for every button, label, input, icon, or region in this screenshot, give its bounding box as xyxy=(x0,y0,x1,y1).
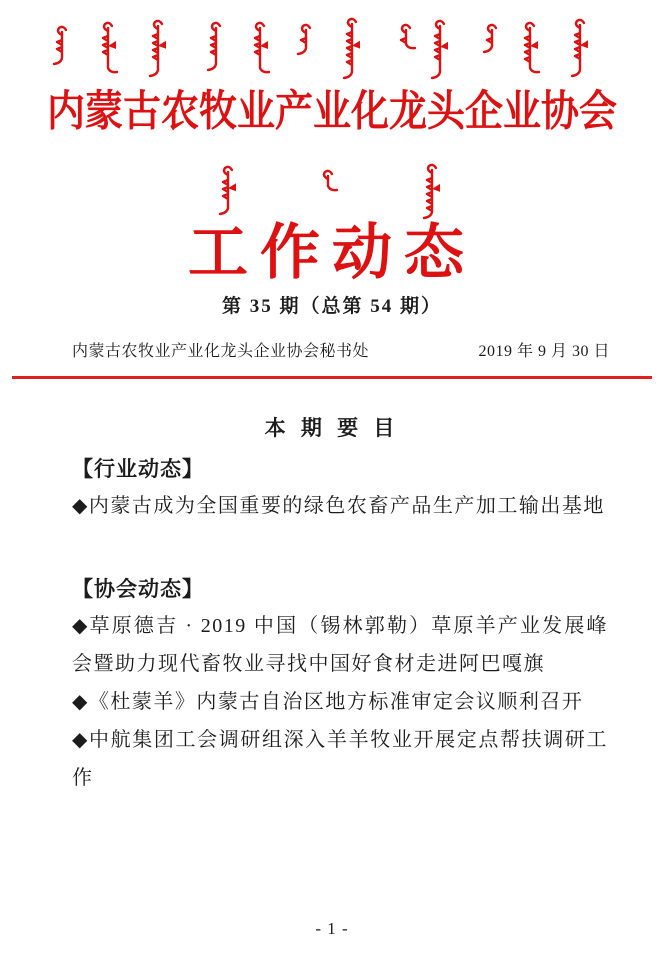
toc-item[interactable]: ◆《杜蒙羊》内蒙古自治区地方标准审定会议顺利召开 xyxy=(72,691,584,713)
contents-heading: 本 期 要 目 xyxy=(264,416,400,440)
red-divider-rule xyxy=(12,376,652,379)
issue-number-line: 第 35 期（总第 54 期） xyxy=(221,296,442,317)
mongolian-script-top-row xyxy=(0,10,664,82)
page-number: - 1 - xyxy=(315,919,349,938)
publisher-name: 内蒙古农牧业产业化龙头企业协会秘书处 xyxy=(72,343,370,360)
toc-item[interactable]: ◆中航集团工会调研组深入羊羊牧业开展定点帮扶调研工作 xyxy=(72,729,608,789)
toc-item[interactable]: ◆内蒙古成为全国重要的绿色农畜产品生产加工输出基地 xyxy=(72,495,605,517)
section-association-news xyxy=(72,573,608,797)
section-title: 【协会动态】 xyxy=(72,578,204,601)
association-name-title: 内蒙古农牧业产业化龙头企业协会 xyxy=(46,88,617,136)
section-title: 【行业动态】 xyxy=(72,458,204,481)
section-industry-news xyxy=(72,453,608,525)
toc-item[interactable]: ◆草原德吉 · 2019 中国（锡林郭勒）草原羊产业发展峰会暨助力现代畜牧业寻找中国好食材走进阿巴嘎旗 xyxy=(72,615,608,675)
table-of-contents xyxy=(0,453,664,797)
publication-date: 2019 年 9 月 30 日 xyxy=(478,343,610,360)
publication-line xyxy=(0,340,664,364)
mongolian-script-subtitle-row xyxy=(0,162,664,220)
bulletin-title: 工作动态 xyxy=(188,220,476,286)
